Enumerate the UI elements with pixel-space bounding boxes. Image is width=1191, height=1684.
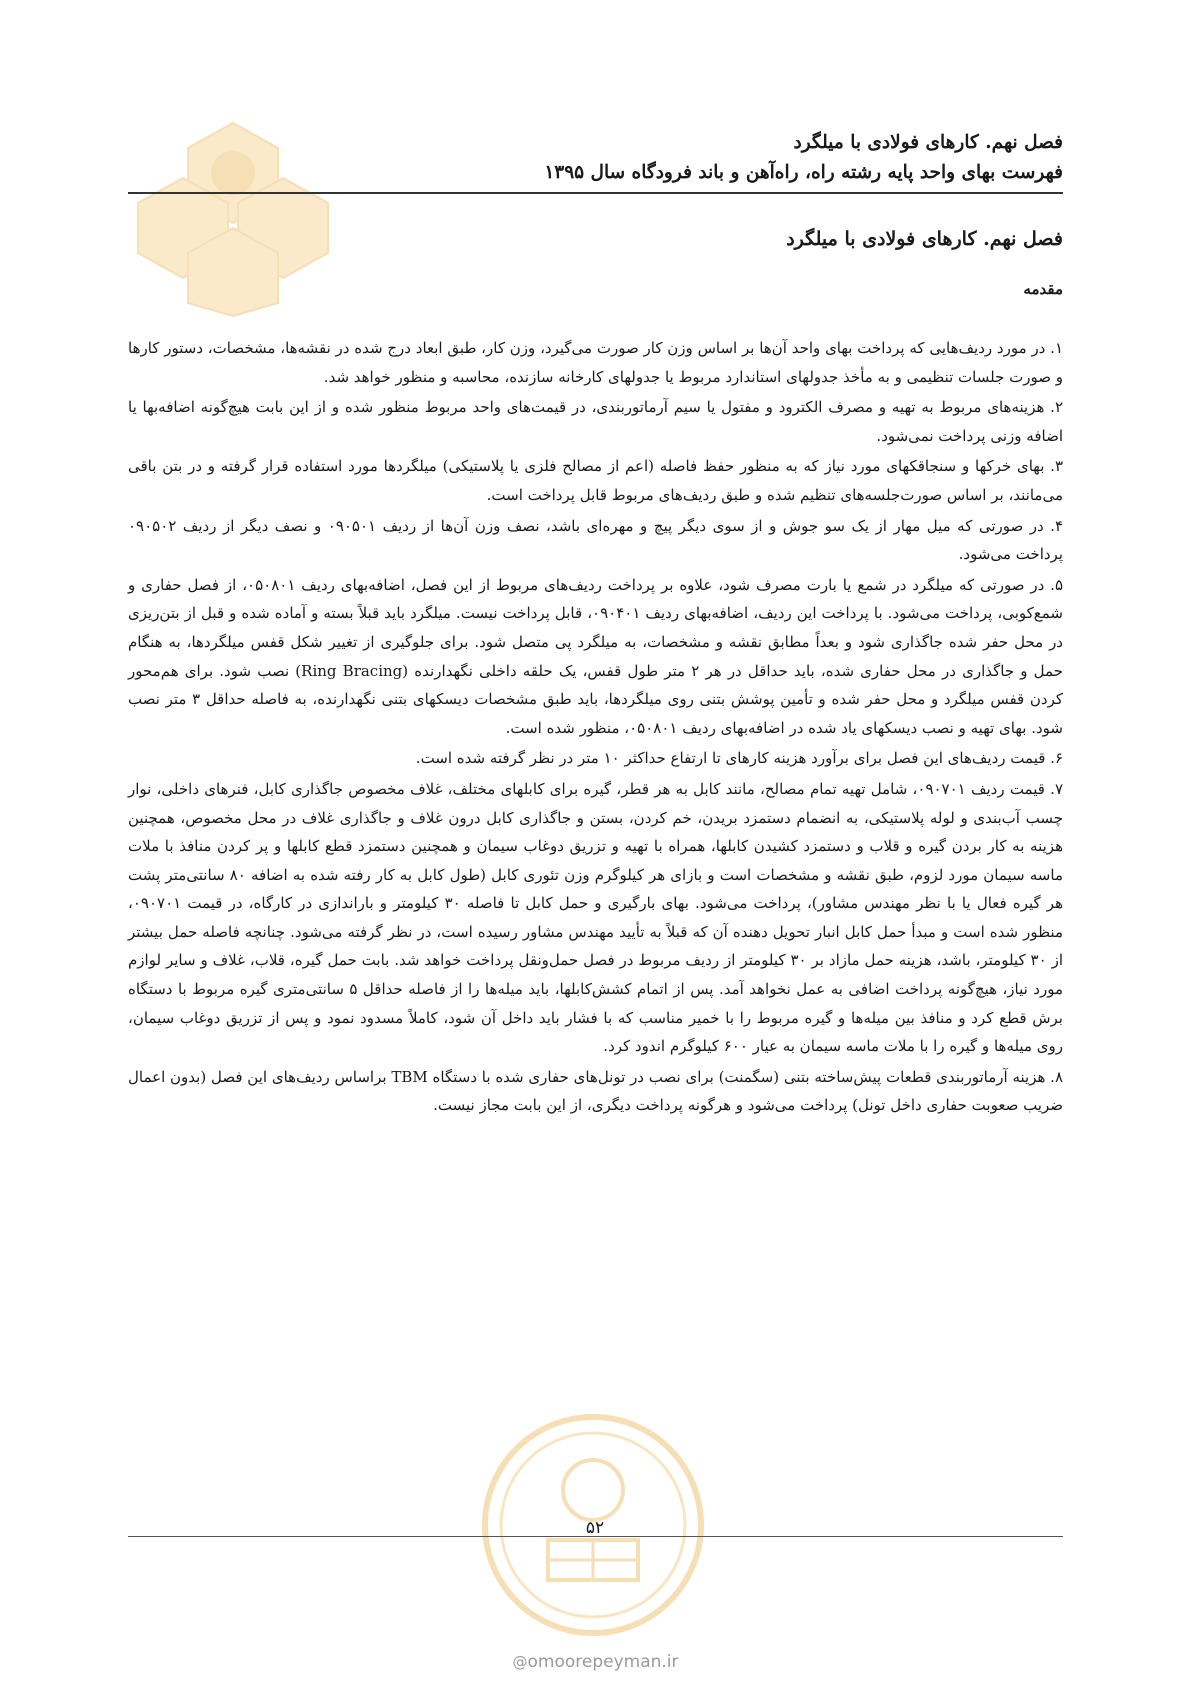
paragraph-3: ۳. بهای خرکها و سنجاقکهای مورد نیاز که به منظور حفظ فاصله (اعم از مصالح فلزی یا پلاستیکی) میلگردها مورد استفاده قرار گرفته و در بتن باقی می‌مانند، بر اساس صورت‌جلسه‌های تنظیم شده و طبق ردیف‌های مربوط قابل پرداخت است. [128, 457, 1063, 504]
footer-site[interactable] [0, 1652, 1191, 1672]
paragraph-4: ۴. در صورتی که میل مهار از یک سو جوش و از سوی دیگر پیچ و مهره‌ای باشد، نصف وزن آن‌ها از ردیف ۰۹۰۵۰۱ و نصف دیگر از ردیف ۰۹۰۵۰۲ پرداخت می‌شود. [128, 516, 1064, 564]
section-title: مقدمه [1023, 280, 1063, 298]
body-text [128, 334, 1063, 1122]
page-number: ۵۲ [585, 1518, 605, 1538]
footer-site-label: omoorepeyman.ir [527, 1652, 679, 1672]
chapter-title: فصل نهم. کارهای فولادی با میلگرد [786, 228, 1063, 250]
paragraph-7: ۷. قیمت ردیف ۰۹۰۷۰۱، شامل تهیه تمام مصالح، مانند کابل به هر قطر، گیره برای کابلهای مختلف، غلاف مخصوص جاگذاری کابل، فنرهای داخلی، نوار چسب آب‌بندی و لوله پلاستیکی، به انضمام دستمزد بریدن، خم کردن، بستن و جاگذاری کابل درون غلاف و جاگذاری غلاف در محل مخصوص، همچنین هزینه به کار بردن گیره و قلاب و دستمزد کشیدن کابلها، همراه با تهیه و تزریق دوغاب سیمان و همچنین دستمزد قطع کابلها و پر کردن منافذ با ملات ماسه سیمان مورد لزوم، طبق نقشه و مشخصات است و بازای هر کیلوگرم وزن تئوری کابل (طول کابل به کار رفته شده به اضافه ۸۰ سانتی‌متر پشت هر گیره فعال یا با نظر مهندس مشاور)، پرداخت می‌شود. بهای بارگیری و حمل کابل تا فاصله ۳۰ کیلومتر و باراندازی در کارگاه، در قیمت ۰۹۰۷۰۱، منظور شده است و مبدأ حمل کابل انبار تحویل دهنده آن که قبلاً به تأیید مهندس مشاور رسیده است، در نظر گرفته می‌شود. چنانچه فاصله حمل بیشتر از ۳۰ کیلومتر، باشد، هزینه حمل مازاد بر ۳۰ کیلومتر از ردیف مربوط در فصل حمل‌ونقل پرداخت خواهد شد. بابت حمل گیره، قلاب، غلاف و سایر لوازم مورد نیاز، هیچ‌گونه پرداخت اضافی به عمل نخواهد آمد. پس از اتمام کشش‌کابلها، باید میله‌ها را از فاصله حداقل ۵ سانتی‌متری گیره مربوط با دستگاه برش قطع کرد و منافذ بین میله‌ها و گیره مربوط را با خمیر مناسب که با فشار باید داخل آن شود، کاملاً مسدود نمود و پس از تزریق دوغاب سیمان، روی میله‌ها و گیره را با ملات ماسه سیمان به عیار ۶۰۰ کیلوگرم اندود کرد. [128, 779, 1063, 1056]
at-icon: @ [512, 1653, 528, 1671]
paragraph-8: ۸. هزینه آرماتوربندی قطعات پیش‌ساخته بتنی (سگمنت) برای نصب در تونل‌های حفاری شده با دستگاه TBM براساس ردیف‌های این فصل (بدون اعمال ضریب صعوبت حفاری داخل تونل) پرداخت می‌شود و هرگونه پرداخت دیگری، از این بابت مجاز نیست. [128, 1067, 1063, 1115]
header-book-title: فهرست بهای واحد پایه رشته راه، راه‌آهن و باند فرودگاه سال ۱۳۹۵ [544, 162, 1063, 183]
paragraph-1: ۱. در مورد ردیف‌هایی که پرداخت بهای واحد آن‌ها بر اساس وزن کار صورت می‌گیرد، وزن کار، طبق ابعاد درج شده در نقشه‌ها، مشخصات، دستور کارها و صورت جلسات تنظیمی و به مأخذ جدولهای استاندارد مربوط یا جدولهای کارخانه سازنده، محاسبه و منظور خواهد شد. [128, 339, 1063, 386]
header-divider [128, 192, 1063, 194]
paragraph-5: ۵. در صورتی که میلگرد در شمع یا بارت مصرف شود، علاوه بر پرداخت ردیف‌های مربوط از این فصل، اضافه‌بهای ردیف ۰۵۰۸۰۱، از فصل حفاری و شمع‌کوبی، پرداخت می‌شود. با پرداخت این ردیف، اضافه‌بهای ردیف ۰۹۰۴۰۱، قابل پرداخت نیست. میلگرد باید قبلاً بسته و آماده شده و قبل از بتن‌ریزی در محل حفر شده جاگذاری شود و بعداً مطابق نقشه و مشخصات، به میلگرد پی متصل شود. برای جلوگیری از تغییر شکل قفس میلگردها، به هنگام حمل و جاگذاری در محل حفاری شده، باید حداقل در هر ۲ متر طول قفس، یک حلقه داخلی نگهدارنده (Ring Bracing) نصب شود. برای هم‌محور کردن قفس میلگرد و محل حفر شده و تأمین پوشش بتنی روی میلگردها، باید طبق مشخصات دیسکهای بتنی نگهدارنده، به فاصله حداقل ۳ متر نصب شود. بهای تهیه و نصب دیسکهای یاد شده در اضافه‌بهای ردیف ۰۵۰۸۰۱، منظور شده است. [128, 575, 1064, 737]
header-chapter: فصل نهم. کارهای فولادی با میلگرد [793, 132, 1063, 153]
page-header [128, 128, 1063, 188]
paragraph-2: ۲. هزینه‌های مربوط به تهیه و مصرف الکترود و مفتول یا سیم آرماتوربندی، در قیمت‌های واحد مربوط منظور شده و از این بابت هیچ‌گونه اضافه‌بها یا اضافه وزنی پرداخت نمی‌شود. [128, 398, 1063, 445]
paragraph-6: ۶. قیمت ردیف‌های این فصل برای برآورد هزینه کارهای تا ارتفاع حداکثر ۱۰ متر در نظر گرفته شده است. [415, 749, 1063, 768]
